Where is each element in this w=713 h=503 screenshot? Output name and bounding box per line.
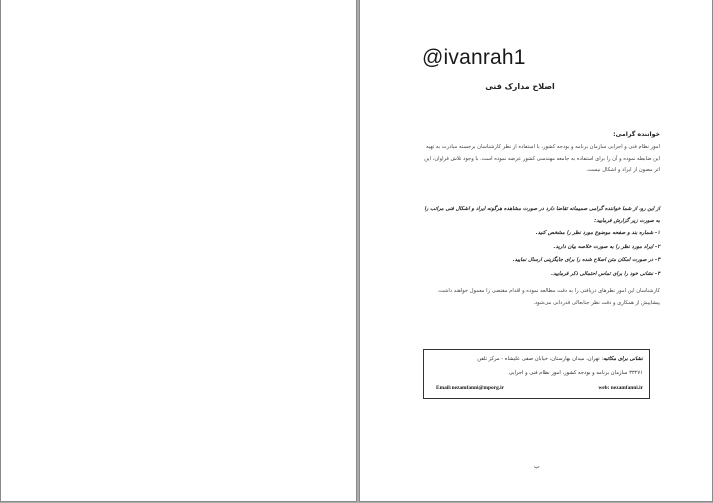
instruction-list <box>422 227 660 281</box>
document-page <box>360 0 712 501</box>
list-item: ۲- ایراد مورد نظر را به صورت خلاصه بیان دارید. <box>553 243 660 250</box>
address-label: نشانی برای مکاتبه <box>603 356 643 362</box>
list-item: ۱- شماره بند و صفحه موضوع مورد نظر را مشخص کنید. <box>535 230 660 236</box>
address-text: : تهران، میدان بهارستان، خیابان صفی علیشاه - مرکز تلفن <box>477 356 604 362</box>
contact-address-box <box>423 349 650 399</box>
website-text: web: nezamfanni.ir <box>598 385 643 391</box>
list-item: ۴- نشانی خود را برای تماس احتمالی ذکر فرمایید. <box>551 270 660 277</box>
intro-paragraph: امور نظام فنی و اجرایی سازمان برنامه و بودجه کشور، با استفاده از نظر کارشناسان برجسته مبادرت به تهیه این ضابطه نموده و آن را برای استفاده به جامعه مهندسی کشور عرضه نموده است. با وجود تلاش فراوان، این اثر مصون از ایراد و اشکال نیست. <box>424 144 660 173</box>
blank-left-page <box>1 0 356 501</box>
greeting-heading: خواننده گرامی: <box>613 131 660 138</box>
request-paragraph: از این رو، از شما خواننده گرامی صمیمانه تقاضا دارد در صورت مشاهده هرگونه ایراد و اشکال فنی مراتب را به صورت زیر گزارش فرمایید: <box>424 206 660 224</box>
watermark-handle: @ivanrah1 <box>422 46 526 69</box>
email-text: Email:nezamfanni@mporg.ir <box>436 385 505 391</box>
address-line-1 <box>477 356 643 362</box>
list-item: ۳- در صورت امکان متن اصلاح شده را برای جایگزینی ارسال نمایید. <box>512 257 660 264</box>
document-title: اصلاح مدارک فنی <box>485 82 555 91</box>
address-line-2: ۳۳۲۷۱ سازمان برنامه و بودجه کشور، امور نظام فنی و اجرایی <box>508 370 643 376</box>
page-number: ب <box>534 463 540 470</box>
closing-paragraph: کارشناسان این امور نظرهای دریافتی را به دقت مطالعه نموده و اقدام مقتضی را معمول خواهند داشت. پیشاپیش از همکاری و دقت نظر جنابعالی قدردانی می‌شود. <box>437 288 660 306</box>
